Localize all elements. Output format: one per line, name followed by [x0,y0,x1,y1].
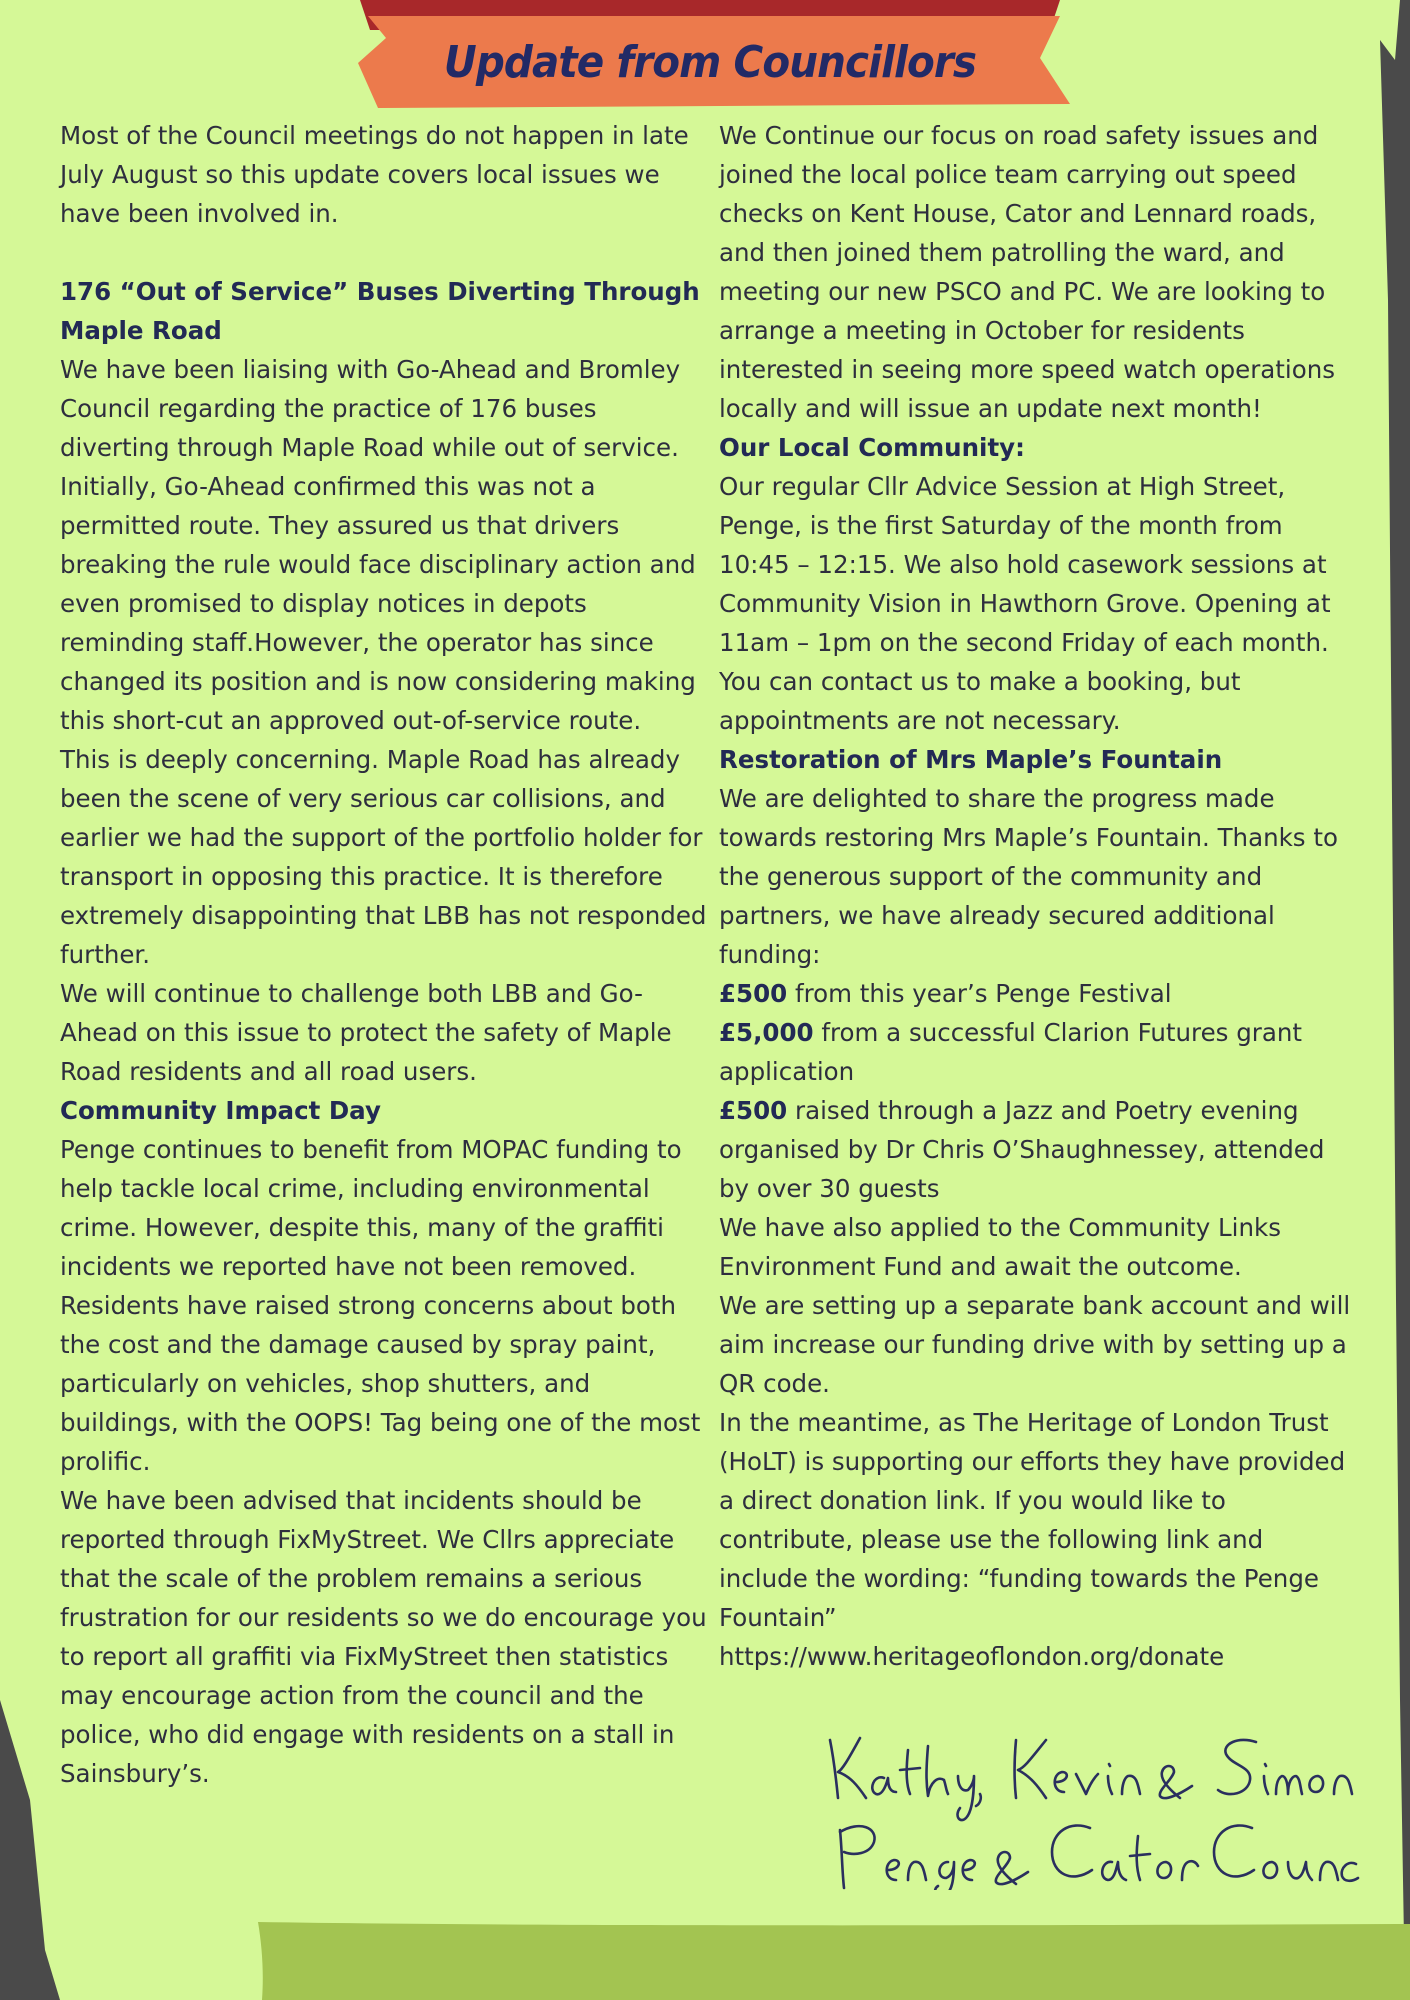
funding-text: from this year’s Penge Festival [787,979,1172,1008]
funding-text: from a successful Clarion Futures grant application [719,1018,1302,1086]
left-column [60,116,710,1793]
funding-amount: £500 [719,979,788,1008]
funding-item [719,974,1359,1013]
community-paragraph: Our regular Cllr Advice Session at High Street, Penge, is the first Saturday of the month from 10:45 – 12:15. We also hold casework sessions at Community Vision in Hawthorn Grove. Opening at 11am – 1pm on the second Friday of each month. You can contact us to make a booking, but appointments are not necessary. [719,472,1331,735]
impact-paragraph-1: Penge continues to benefit from MOPAC funding to help tackle local crime, including environmental crime. However, despite this, many of the graffiti incidents we reported have not been removed. Residents have raised strong concerns about both the cost and the damage caused by spray paint, particularly on vehicles, shop shutters, and buildings, with the OOPS! Tag being one of the most prolific. [60,1135,701,1476]
intro-paragraph: Most of the Council meetings do not happen in late July August so this update covers local issues we have been involved in. [60,121,689,228]
impact-paragraph-2: We have been advised that incidents should be reported through FixMyStreet. We Cllrs appreciate that the scale of the problem remains a serious frustration for our residents so we do encourage you to report all graffiti via FixMyStreet then statistics may encourage action from the council and the police, who did engage with residents on a stall in Sainsbury’s. [60,1486,707,1788]
funding-amount: £5,000 [719,1018,814,1047]
funding-text: raised through a Jazz and Poetry evening organised by Dr Chris O’Shaughnessey, attended by over 30 guests [719,1096,1325,1203]
funding-amount: £500 [719,1096,788,1125]
page-title: Update from Councillors [443,36,977,88]
road-safety-paragraph: We Continue our focus on road safety issues and joined the local police team carrying out speed checks on Kent House, Cator and Lennard roads, and then joined them patrolling the ward, and meeting our new PSCO and PC. We are looking to arrange a meeting in October for residents interested in seeing more speed watch operations locally and will issue an update next month! [719,121,1336,423]
funding-item [719,1091,1359,1208]
fountain-paragraph-1: We are delighted to share the progress made towards restoring Mrs Maple’s Fountain. Thanks to the generous support of the community and partners, we have already secured additional funding: [719,784,1338,969]
impact-heading: Community Impact Day [60,1096,381,1125]
signature-image [820,1720,1360,1890]
fountain-paragraph-2: We have also applied to the Community Links Environment Fund and await the outcome. [719,1213,1281,1281]
fountain-heading: Restoration of Mrs Maple’s Fountain [719,745,1223,774]
community-heading: Our Local Community: [719,433,1025,462]
right-column [719,116,1359,1676]
buses-heading: 176 “Out of Service” Buses Diverting Through Maple Road [60,277,700,345]
buses-paragraph-1: We have been liaising with Go-Ahead and Bromley Council regarding the practice of 176 buses diverting through Maple Road while out of service. Initially, Go-Ahead confirmed this was not a permitted route. They assured us that drivers breaking the rule would face disciplinary action and even promised to display notices in depots reminding staff.However, the operator has since changed its position and is now considering making this short-cut an approved out-of-service route. [60,355,696,735]
buses-paragraph-3: We will continue to challenge both LBB and Go-Ahead on this issue to protect the safety of Maple Road residents and all road users. [60,979,672,1086]
funding-item [719,1013,1359,1091]
buses-paragraph-2: This is deeply concerning. Maple Road has already been the scene of very serious car collisions, and earlier we had the support of the portfolio holder for transport in opposing this practice. It is therefore extremely disappointing that LBB has not responded further. [60,745,707,969]
fountain-paragraph-4: In the meantime, as The Heritage of London Trust (HoLT) is supporting our efforts they have provided a direct donation link. If you would like to contribute, please use the following link and include the wording: “funding towards the Penge Fountain” [719,1408,1346,1632]
fountain-paragraph-3: We are setting up a separate bank account and will aim increase our funding drive with by setting up a QR code. [719,1291,1351,1398]
donate-link[interactable]: https://www.heritageoflondon.org/donate [719,1642,1225,1671]
